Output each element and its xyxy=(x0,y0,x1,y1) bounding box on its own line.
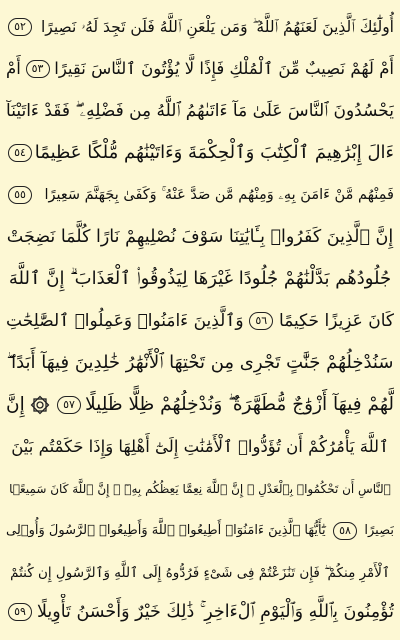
verse-text: فَمِنْهُم مَّنْ ءَامَنَ بِهِۦ وَمِنْهُم مَّن صَدَّ عَنْهُ ۚ وَكَفَىٰ بِجَهَنَّمَ سَعِيرًا xyxy=(44,187,394,203)
verse-text: بَصِيرًا xyxy=(364,523,394,538)
verse-text: يَٰٓأَيُّهَا ٱلَّذِينَ ءَامَنُوٓا۟ أَطِيعُوا۟ ٱللَّهَ وَأَطِيعُوا۟ ٱلرَّسُولَ وَأُو۟لِى xyxy=(6,523,326,538)
verse-line xyxy=(6,594,394,630)
verse-text: إِنَّ ٱلَّذِينَ كَفَرُوا۟ بِـَٔايَٰتِنَا سَوْفَ نُصْلِيهِمْ نَارًا كُلَّمَا نَضِجَتْ xyxy=(6,227,394,247)
verse-line xyxy=(6,216,394,258)
ayah-number-marker: ٥٧ xyxy=(57,396,81,414)
verse-line xyxy=(6,300,394,342)
verse-text: إِنَّ xyxy=(6,394,25,415)
verse-text: كَانَ عَزِيزًا حَكِيمًا xyxy=(279,311,394,331)
verse-text: ٱلْأَمْرِ مِنكُمْ ۖ فَإِن تَنَٰزَعْتُمْ فِى شَىْءٍ فَرُدُّوهُ إِلَى ٱللَّهِ وَٱلرَّسُولِ إِن كُنتُمْ xyxy=(10,565,390,581)
verse-text: ءَالَ إِبْرَٰهِيمَ ٱلْكِتَٰبَ وَٱلْحِكْمَةَ وَءَاتَيْنَٰهُم مُّلْكًا عَظِيمًا xyxy=(34,142,394,163)
verse-text: يَحْسُدُونَ ٱلنَّاسَ عَلَىٰ مَآ ءَاتَىٰهُمُ ٱللَّهُ مِن فَضْلِهِۦ ۖ فَقَدْ ءَاتَيْنَآ xyxy=(6,101,394,121)
verse-line xyxy=(6,426,394,468)
verse-line xyxy=(6,90,394,132)
verse-text: ٱللَّهَ يَأْمُرُكُمْ أَن تُؤَدُّوا۟ ٱلْأَمَٰنَٰتِ إِلَىٰٓ أَهْلِهَا وَإِذَا حَكَمْتُم بَيْنَ xyxy=(11,437,389,456)
ayah-number-marker: ٥٢ xyxy=(8,18,32,36)
verse-line xyxy=(6,132,394,174)
verse-line xyxy=(6,468,394,510)
verse-line xyxy=(6,384,394,426)
verse-line xyxy=(6,6,394,48)
verse-text: أَمْ xyxy=(6,59,21,78)
verse-line xyxy=(6,258,394,300)
verse-text: أَمْ لَهُمْ نَصِيبٌ مِّنَ ٱلْمُلْكِ فَإِذًا لَّا يُؤْتُونَ ٱلنَّاسَ نَقِيرًا xyxy=(54,59,394,78)
rub-el-hizb-icon xyxy=(29,394,51,416)
verse-text: ٱلنَّاسِ أَن تَحْكُمُوا۟ بِٱلْعَدْلِ ۚ إِنَّ ٱللَّهَ نِعِمَّا يَعِظُكُم بِهِۦٓ ۗ إِنَّ ٱللَّهَ كَانَ سَمِيعًۢا xyxy=(9,482,391,496)
ayah-number-marker: ٥٤ xyxy=(8,144,32,162)
verse-text: أُولَٰٓئِكَ ٱلَّذِينَ لَعَنَهُمُ ٱللَّهُ ۖ وَمَن يَلْعَنِ ٱللَّهُ فَلَن تَجِدَ لَهُۥ نَصِيرًا xyxy=(41,18,394,36)
verse-text: جُلُودُهُم بَدَّلْنَٰهُمْ جُلُودًا غَيْرَهَا لِيَذُوقُوا۟ ٱلْعَذَابَ ۗ إِنَّ ٱللَّهَ xyxy=(8,268,392,289)
ayah-number-marker: ٥٣ xyxy=(26,60,50,78)
verse-line xyxy=(6,174,394,216)
verse-text: لَّهُمْ فِيهَآ أَزْوَٰجٌ مُّطَهَّرَةٌ ۖ وَنُدْخِلُهُمْ ظِلًّا ظَلِيلًا xyxy=(85,394,394,415)
verse-text: سَنُدْخِلُهُمْ جَنَّٰتٍ تَجْرِى مِن تَحْتِهَا ٱلْأَنْهَٰرُ خَٰلِدِينَ فِيهَآ أَبَدًا ۖ xyxy=(6,352,394,373)
ayah-number-marker: ٥٨ xyxy=(333,522,357,540)
verse-text: تُؤْمِنُونَ بِٱللَّهِ وَٱلْيَوْمِ ٱلْءَاخِرِ ۚ ذَٰلِكَ خَيْرٌ وَأَحْسَنُ تَأْوِيلًا xyxy=(36,602,394,622)
verse-lines xyxy=(6,6,394,630)
ayah-number-marker: ٥٦ xyxy=(249,312,273,330)
verse-text: وَٱلَّذِينَ ءَامَنُوا۟ وَعَمِلُوا۟ ٱلصَّٰلِحَٰتِ xyxy=(6,311,244,331)
verse-line xyxy=(6,552,394,594)
verse-line xyxy=(6,48,394,90)
verse-line xyxy=(6,342,394,384)
ayah-number-marker: ٥٩ xyxy=(8,603,32,621)
ayah-number-marker: ٥٥ xyxy=(8,186,32,204)
verse-line xyxy=(6,510,394,552)
